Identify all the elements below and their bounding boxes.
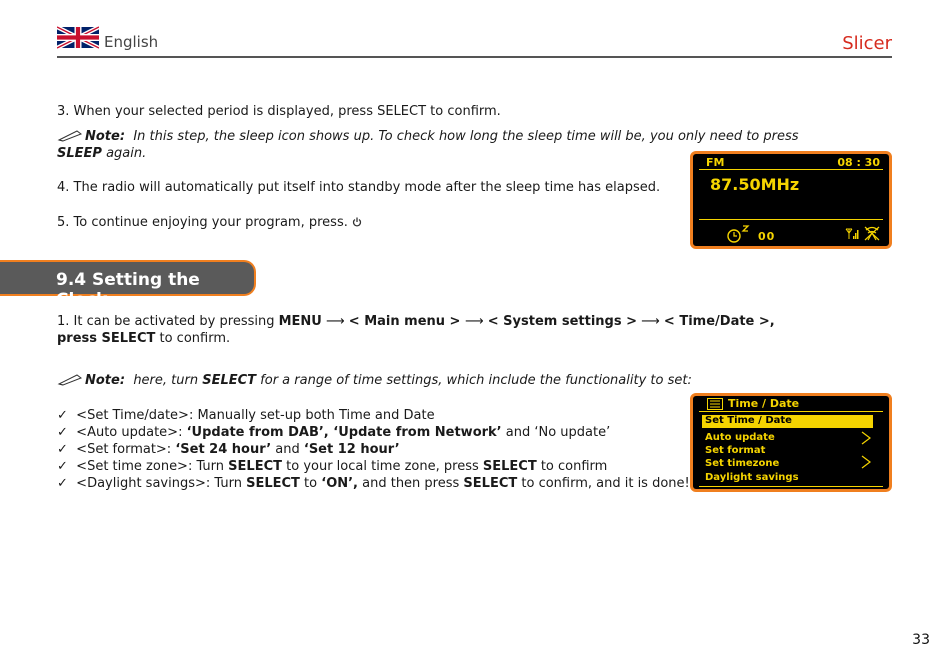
check-bold: ‘Update from DAB’, ‘Update from Network’ bbox=[186, 425, 502, 440]
arrow: ⟶ bbox=[321, 314, 349, 329]
clock-step-1-text: 1. It can be activated by pressing bbox=[57, 314, 279, 329]
system-settings-keyword: < System settings > bbox=[487, 314, 638, 329]
check-bold: SELECT bbox=[482, 459, 537, 474]
check-icon: ✓ bbox=[57, 459, 68, 474]
check-text: to bbox=[299, 476, 322, 491]
note-text-end: again. bbox=[106, 146, 147, 161]
check-text: <Daylight savings>: Turn bbox=[76, 476, 247, 491]
sleep-keyword: SLEEP bbox=[57, 146, 102, 161]
section-title: 9.4 Setting the Clock bbox=[56, 270, 200, 310]
chevron-right-icon bbox=[861, 455, 871, 469]
check-text: <Set time zone>: Turn bbox=[76, 459, 229, 474]
note-text: In this step, the sleep icon shows up. To check how long the sleep time will be, you only need to press bbox=[133, 129, 799, 144]
note-pencil-icon bbox=[57, 128, 85, 142]
check-text: to confirm bbox=[536, 459, 608, 474]
clock-step-1-line2 bbox=[57, 330, 230, 347]
time-date-keyword: < Time/Date >, bbox=[663, 314, 775, 329]
menu-keyword: MENU bbox=[278, 314, 322, 329]
step-5 bbox=[57, 214, 362, 231]
lcd-divider-bottom bbox=[699, 219, 883, 220]
check-bold: SELECT bbox=[463, 476, 518, 491]
check-bold: SELECT bbox=[246, 476, 300, 491]
step-5-text: 5. To continue enjoying your program, press. bbox=[57, 215, 348, 230]
section-heading bbox=[0, 260, 256, 310]
check-icon: ✓ bbox=[57, 408, 68, 423]
menu-title: Time / Date bbox=[728, 397, 800, 410]
check-item-set-format bbox=[57, 441, 400, 458]
brand-name: Slicer bbox=[842, 33, 892, 54]
check-item-auto-update bbox=[57, 424, 610, 441]
check-item-time-zone bbox=[57, 458, 607, 475]
power-icon bbox=[352, 217, 362, 227]
check-icon: ✓ bbox=[57, 476, 68, 491]
menu-item-selected[interactable] bbox=[702, 415, 873, 428]
lcd-divider-bottom bbox=[699, 486, 883, 487]
check-text: and bbox=[271, 442, 304, 457]
radio-display-time-date-menu bbox=[690, 393, 892, 492]
step-4: 4. The radio will automatically put itself into standby mode after the sleep time has elapsed. bbox=[57, 180, 661, 195]
note-text-end: for a range of time settings, which include the functionality to set: bbox=[256, 373, 692, 388]
clock-step-1 bbox=[57, 313, 775, 330]
menu-item-set-format[interactable]: Set format bbox=[705, 445, 766, 456]
select-keyword: SELECT bbox=[202, 373, 257, 388]
confirm-text: to confirm. bbox=[155, 331, 231, 346]
check-bold: SELECT bbox=[228, 459, 282, 474]
check-bold: ‘Set 24 hour’ bbox=[175, 442, 272, 457]
check-text: to confirm, and it is done! bbox=[517, 476, 690, 491]
menu-list-icon bbox=[707, 398, 723, 410]
note-text: here, turn bbox=[133, 373, 203, 388]
press-select-keyword: press SELECT bbox=[57, 331, 156, 346]
band-label: FM bbox=[706, 156, 725, 169]
check-bold: ‘Set 12 hour’ bbox=[303, 442, 400, 457]
check-text: <Auto update>: bbox=[76, 425, 187, 440]
no-network-icon bbox=[863, 225, 881, 241]
sleep-minutes: 00 bbox=[758, 230, 776, 243]
uk-flag-icon bbox=[57, 26, 99, 49]
radio-display-fm bbox=[690, 151, 892, 249]
note-clock bbox=[57, 372, 692, 389]
menu-item-label: Set Time / Date bbox=[705, 415, 792, 426]
check-item-daylight bbox=[57, 475, 690, 492]
note-label: Note: bbox=[85, 373, 126, 388]
sleep-timer-icon bbox=[726, 225, 752, 243]
menu-item-auto-update[interactable]: Auto update bbox=[705, 432, 775, 443]
arrow: ⟶ bbox=[464, 314, 488, 329]
page-number: 33 bbox=[912, 632, 930, 648]
check-icon: ✓ bbox=[57, 442, 68, 457]
note-pencil-icon bbox=[57, 372, 85, 386]
lcd-divider-top bbox=[699, 411, 883, 412]
check-text: to your local time zone, press bbox=[282, 459, 483, 474]
language-label: English bbox=[104, 33, 159, 51]
menu-item-set-timezone[interactable]: Set timezone bbox=[705, 458, 780, 469]
header-divider bbox=[57, 56, 892, 58]
clock-time: 08 : 30 bbox=[837, 156, 880, 169]
check-text: and ‘No update’ bbox=[501, 425, 611, 440]
signal-strength-icon bbox=[845, 226, 859, 240]
check-text: and then press bbox=[358, 476, 464, 491]
check-text: <Set Time/date>: Manually set-up both Time and Date bbox=[76, 408, 435, 423]
note-label: Note: bbox=[85, 129, 126, 144]
note-sleep bbox=[57, 128, 799, 145]
check-icon: ✓ bbox=[57, 425, 68, 440]
menu-item-daylight-savings[interactable]: Daylight savings bbox=[705, 472, 799, 483]
lcd-divider-top bbox=[699, 169, 883, 170]
note-sleep-line2 bbox=[57, 145, 146, 162]
step-3: 3. When your selected period is displayed, press SELECT to confirm. bbox=[57, 104, 501, 119]
check-bold: ‘ON’, bbox=[321, 476, 358, 491]
main-menu-keyword: < Main menu > bbox=[348, 314, 465, 329]
check-text: <Set format>: bbox=[76, 442, 176, 457]
chevron-right-icon bbox=[861, 431, 871, 445]
check-item-set-time bbox=[57, 407, 435, 424]
frequency: 87.50MHz bbox=[710, 175, 800, 194]
arrow: ⟶ bbox=[637, 314, 664, 329]
